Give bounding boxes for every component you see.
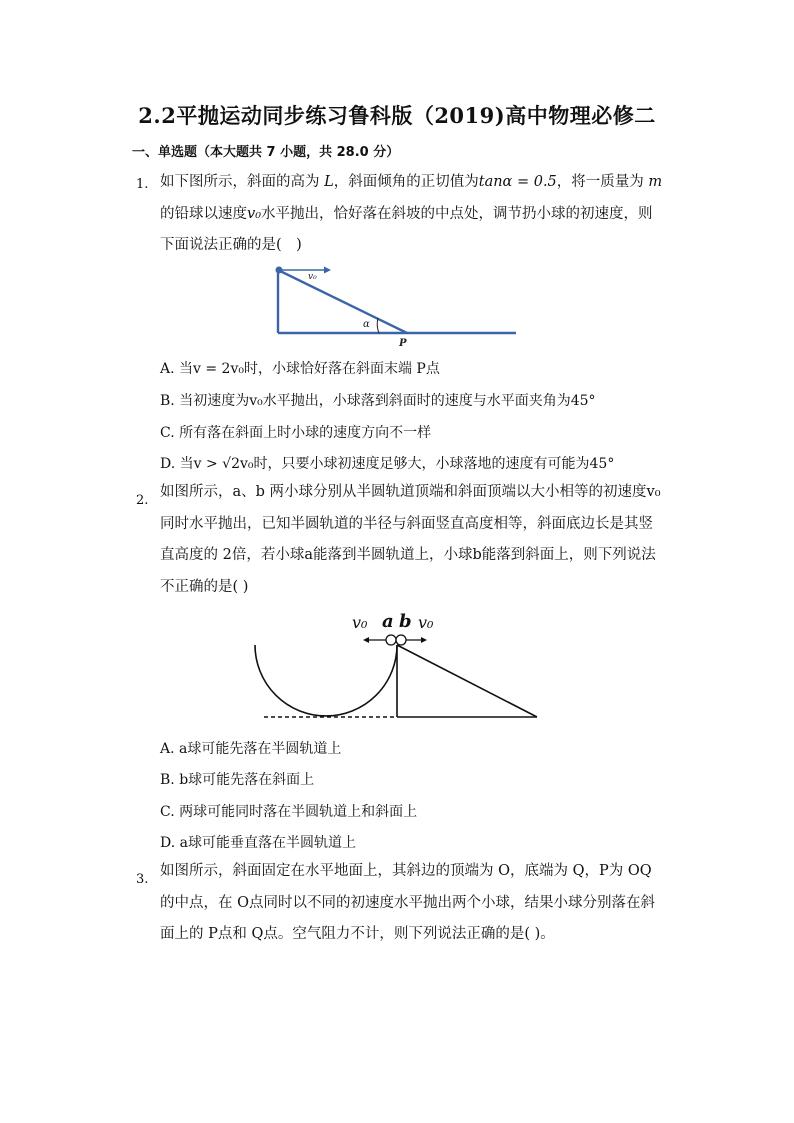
question-2-stem: 如图所示，a、b 两小球分别从半圆轨道顶端和斜面顶端以大小相等的初速度v₀同时水平抛出，已知半圆轨道的半径与斜面竖直高度相等，斜面底边长是其竖直高度的 2倍，若小球a能落到半圆轨道上，小球b能落到斜面上，则下列说法不正确的是( ) (160, 484, 661, 595)
question-3-number: 3. (136, 872, 149, 887)
option-letter: D. (160, 456, 176, 472)
question-2-option-c (160, 801, 417, 821)
option-text: 当v > √2v₀时，只要小球初速度足够大，小球落地的速度有可能为45° (179, 456, 615, 472)
label-v0-right: v₀ (418, 613, 434, 632)
label-a: a (382, 611, 394, 632)
label-b: b (399, 611, 412, 632)
option-letter: A. (160, 361, 175, 377)
question-2-figure (250, 608, 542, 724)
question-1-stem (160, 167, 665, 262)
question-3-stem: 如图所示，斜面固定在水平地面上，其斜边的顶端为 O，底端为 Q，P为 OQ 的中点，在 O点同时以不同的初速度水平抛出两个小球，结果小球分别落在斜面上的 P点和 Q点。空气阻力不计，则下列说法正确的是( )。 (160, 863, 655, 942)
slope-line (278, 270, 407, 333)
stem-text: 的铅球以速度 (160, 205, 247, 222)
option-text: a球可能先落在半圆轨道上 (179, 741, 342, 757)
label-v0: v₀ (308, 272, 317, 282)
ball-a (386, 635, 396, 645)
option-letter: A. (160, 741, 175, 757)
question-1-option-b (160, 390, 596, 410)
question-2-option-b (160, 769, 314, 789)
label-v0-left: v₀ (352, 613, 368, 632)
option-text: 所有落在斜面上时小球的速度方向不一样 (179, 425, 432, 441)
section-heading: 一、单选题（本大题共 7 小题，共 28.0 分） (132, 145, 400, 160)
stem-text: ，将一质量为 (556, 174, 649, 190)
question-1-option-c (160, 422, 431, 442)
option-text: a球可能垂直落在半圆轨道上 (179, 835, 356, 851)
slope-hypotenuse (397, 645, 537, 717)
option-letter: C. (160, 804, 175, 820)
arrow-left-icon (363, 637, 369, 643)
question-2-option-a (160, 738, 341, 758)
option-text: b球可能先落在斜面上 (179, 772, 315, 788)
stem-text: ，斜面倾角的正切值为 (333, 174, 479, 190)
stem-text: 水平抛出，恰好落在斜坡的中点处，调节扔小球的初速度，则下面说法正确的是( ) (160, 205, 653, 253)
option-letter: C. (160, 425, 175, 441)
option-letter: B. (160, 393, 175, 409)
semicircle-track (255, 645, 397, 716)
option-text: 当初速度为v₀水平抛出，小球落到斜面时的速度与水平面夹角为45° (179, 393, 596, 409)
symbol-m: m (648, 174, 663, 190)
question-1-option-d (160, 453, 614, 473)
label-alpha: α (363, 319, 370, 330)
arrow-right-icon (421, 637, 427, 643)
page-title: 2.2平抛运动同步练习鲁科版（2019)高中物理必修二 (138, 103, 656, 128)
question-2-option-d (160, 832, 356, 852)
label-P: P (399, 338, 407, 349)
symbol-L: L (324, 174, 334, 190)
question-1-figure (272, 262, 522, 348)
question-1-number: 1. (136, 177, 149, 192)
ball-b (396, 635, 406, 645)
option-letter: B. (160, 772, 175, 788)
option-letter: D. (160, 835, 176, 851)
question-1-option-a (160, 358, 440, 378)
stem-text: 如下图所示，斜面的高为 (160, 174, 325, 190)
arrow-head-icon (324, 267, 331, 274)
option-text: 两球可能同时落在半圆轨道上和斜面上 (179, 804, 418, 820)
question-2-number: 2. (136, 493, 149, 508)
symbol-v0: v₀ (247, 205, 262, 222)
option-text: 当v = 2v₀时，小球恰好落在斜面末端 P点 (179, 361, 440, 377)
symbol-tan-alpha: tanα = 0.5 (478, 174, 557, 190)
